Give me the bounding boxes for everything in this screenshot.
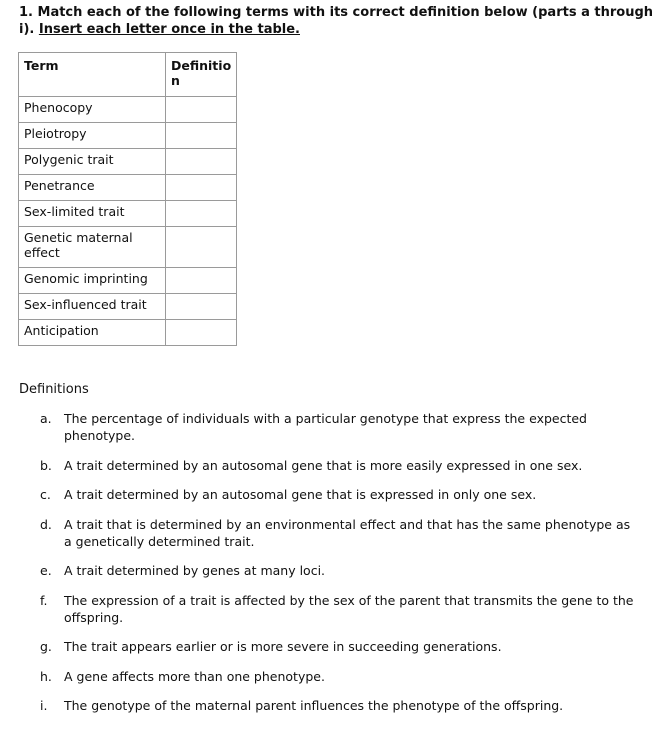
table-row [19,268,237,294]
list-item [40,516,640,550]
definition-text: The percentage of individuals with a particular genotype that express the expected phenotype. [64,411,587,443]
term-cell: Sex-limited trait [19,201,166,227]
definitions-list [40,410,640,727]
answer-cell[interactable] [166,294,237,320]
answer-cell[interactable] [166,320,237,346]
question-prompt [19,4,659,38]
answer-cell[interactable] [166,123,237,149]
definition-text: A trait determined by an autosomal gene that is more easily expressed in one sex. [64,457,583,473]
term-cell: Pleiotropy [19,123,166,149]
term-cell: Genomic imprinting [19,268,166,294]
question-line-2 [19,21,659,38]
term-cell: Genetic maternal effect [19,227,166,268]
definition-text: A trait that is determined by an environmental effect and that has the same phenotype as a genetically determined trait. [64,516,631,549]
definition-text: A trait determined by genes at many loci. [64,563,326,578]
answer-cell[interactable] [166,149,237,175]
list-item [40,486,640,503]
table-row [19,201,237,227]
definition-letter: c. [40,487,51,502]
answer-cell[interactable] [166,268,237,294]
header-definition: Definitio n [166,53,237,97]
definitions-heading: Definitions [19,382,89,397]
question-line-2-start: i). [19,22,39,37]
table-row [19,97,237,123]
definition-text: A gene affects more than one phenotype. [64,668,325,684]
table-row [19,320,237,346]
answer-cell[interactable] [166,97,237,123]
definition-letter: a. [40,411,52,426]
list-item [40,410,640,444]
question-line-1: 1. Match each of the following terms with its correct definition below (parts a through [19,5,654,20]
header-term: Term [19,53,166,97]
definition-letter: f. [40,592,48,608]
definition-letter: h. [40,668,52,684]
term-cell: Anticipation [19,320,166,346]
list-item [40,668,640,685]
definition-text: The genotype of the maternal parent influences the phenotype of the offspring. [64,698,564,713]
list-item [40,457,640,474]
question-instruction: Insert each letter once in the table. [38,22,300,37]
answer-cell[interactable] [166,227,237,268]
list-item [40,638,640,655]
definition-letter: d. [40,516,52,532]
definition-text: The expression of a trait is affected by the sex of the parent that transmits the gene to the offspring. [64,592,634,625]
definition-letter: i. [40,698,48,713]
answer-cell[interactable] [166,175,237,201]
table-row [19,294,237,320]
term-cell: Phenocopy [19,97,166,123]
list-item [40,562,640,579]
term-cell: Polygenic trait [19,149,166,175]
table-row [19,175,237,201]
definition-letter: g. [40,639,52,654]
definition-text: A trait determined by an autosomal gene that is expressed in only one sex. [64,487,537,502]
term-cell: Sex-influenced trait [19,294,166,320]
list-item [40,592,640,626]
term-cell: Penetrance [19,175,166,201]
definition-letter: e. [40,563,52,578]
table-header-row [19,53,237,97]
table-row [19,227,237,268]
table-row [19,123,237,149]
answer-cell[interactable] [166,201,237,227]
table-row [19,149,237,175]
matching-table [18,52,237,346]
definition-text: The trait appears earlier or is more severe in succeeding generations. [64,639,502,654]
definition-letter: b. [40,457,52,473]
list-item [40,697,640,714]
